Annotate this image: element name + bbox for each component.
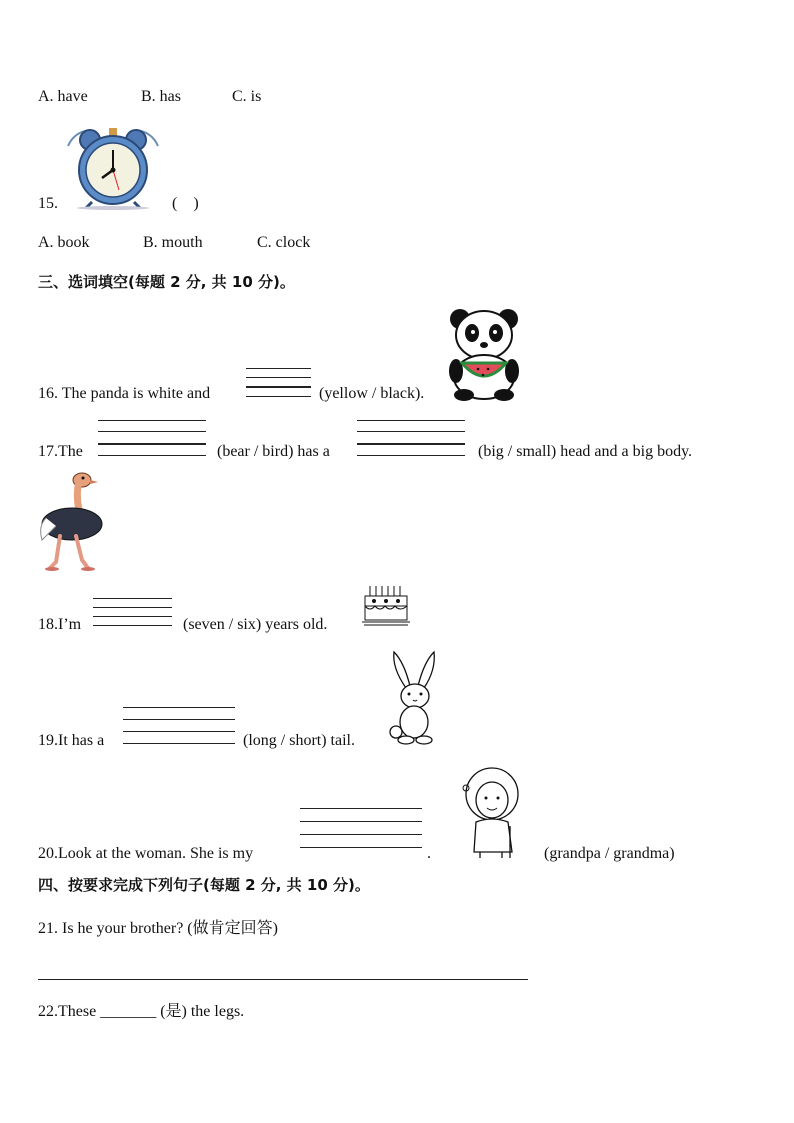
ostrich-image (36, 470, 108, 574)
alarm-clock-image (60, 126, 166, 210)
question-text: 21. Is he your brother? (做肯定回答) (38, 920, 278, 937)
question-number: 15. (38, 195, 58, 212)
option-a: A. book (38, 234, 90, 251)
choice-words: (grandpa / grandma) (544, 845, 675, 862)
question-text: 22.These _______ (是) the legs. (38, 1003, 245, 1020)
answer-blank[interactable] (357, 420, 465, 460)
choice-words: (big / small) head and a big body. (478, 443, 693, 460)
period: . (427, 845, 431, 862)
option-b: B. has (141, 88, 181, 105)
choice-words: (bear / bird) has a (217, 443, 330, 460)
question-text: 16. The panda is white and (38, 385, 211, 402)
question-text: 19.It has a (38, 732, 105, 749)
answer-blank[interactable] (300, 808, 422, 850)
answer-blank[interactable] (98, 420, 206, 460)
choice-words: (yellow / black). (319, 385, 425, 402)
birthday-cake-image (362, 582, 410, 628)
choice-words: (seven / six) years old. (183, 616, 328, 633)
panda-image (448, 307, 520, 401)
answer-blank[interactable] (93, 598, 172, 630)
answer-blank[interactable] (123, 707, 235, 747)
question-text: 18.I’m (38, 616, 82, 633)
option-c: C. is (232, 88, 262, 105)
rabbit-image (384, 648, 440, 746)
section-title: 四、按要求完成下列句子(每题 2 分, 共 10 分)。 (38, 876, 370, 894)
answer-blank[interactable] (246, 368, 311, 402)
question-text: 20.Look at the woman. She is my (38, 845, 254, 862)
option-c: C. clock (257, 234, 311, 251)
answer-line[interactable] (38, 979, 528, 981)
answer-bracket: ( ) (172, 195, 199, 212)
grandma-image (456, 766, 528, 860)
option-b: B. mouth (143, 234, 203, 251)
option-a: A. have (38, 88, 88, 105)
question-text: 17.The (38, 443, 83, 460)
choice-words: (long / short) tail. (243, 732, 355, 749)
section-title: 三、选词填空(每题 2 分, 共 10 分)。 (38, 273, 295, 291)
